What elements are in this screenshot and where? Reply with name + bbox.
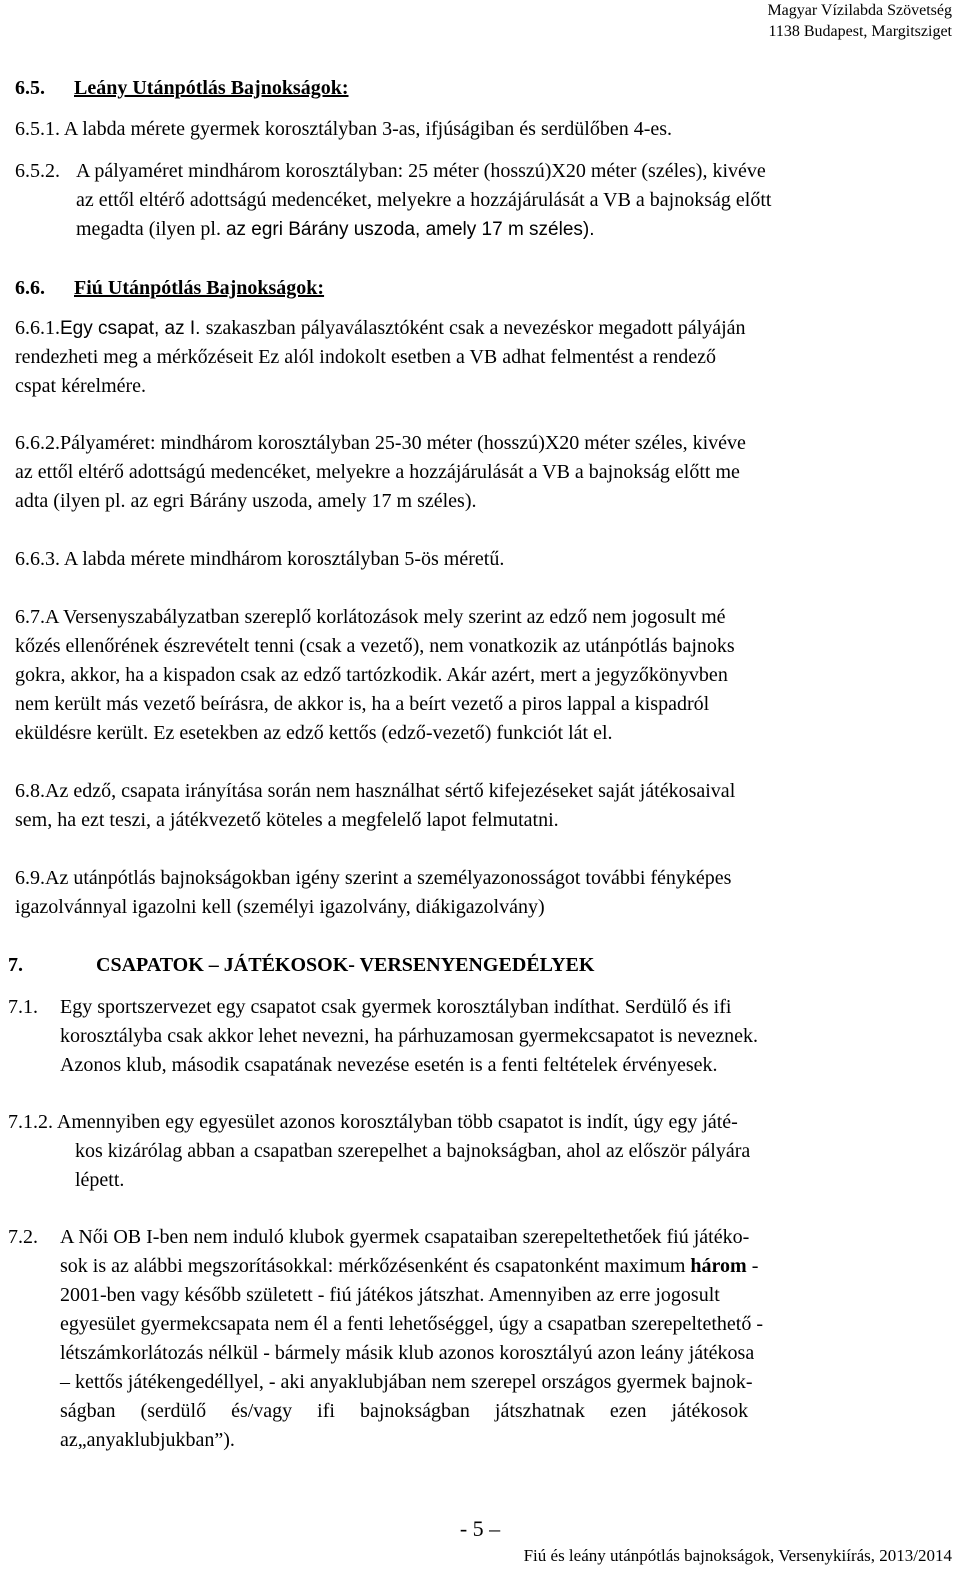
page-header bbox=[767, 0, 952, 42]
header-address: 1138 Budapest, Margitsziget bbox=[768, 23, 952, 40]
para-7-1-2-line1 bbox=[8, 1108, 738, 1137]
para-7-1-2-line3: lépett. bbox=[75, 1169, 125, 1191]
para-6-6-2-line1 bbox=[15, 429, 746, 458]
para-text: Pályaméret: mindhárom korosztályban 25-30 méter (hosszú)X20 méter széles, kivéve bbox=[60, 432, 746, 454]
para-text-sans: Egy csapat, az I. bbox=[60, 318, 206, 339]
para-6-7-line5: eküldésre került. Ez esetekben az edző kettős (edző-vezető) funkciót lát el. bbox=[15, 722, 613, 744]
para-6-6-2-line3: adta (ilyen pl. az egri Bárány uszoda, amely 17 m széles). bbox=[15, 490, 477, 512]
para-text: Amennyiben egy egyesület azonos korosztályban több csapatot is indít, úgy egy játé- bbox=[56, 1111, 738, 1133]
para-6-9-line2: igazolvánnyal igazolni kell (személyi igazolvány, diákigazolvány) bbox=[15, 896, 545, 918]
chapter-7-title: CSAPATOK – JÁTÉKOSOK- VERSENYENGEDÉLYEK bbox=[96, 954, 595, 976]
para-6-7-line2: kőzés ellenőrének észrevételt tenni (csak a vezető), nem vonatkozik az utánpótlás bajnoks bbox=[15, 635, 735, 657]
para-number: 7.1.2. bbox=[8, 1111, 53, 1133]
para-6-6-1-line2: rendezheti meg a mérkőzéseit Ez alól indokolt esetben a VB adhat felmentést a rendező bbox=[15, 346, 717, 368]
section-6-6-heading bbox=[15, 274, 324, 303]
para-7-1-line1: Egy sportszervezet egy csapatot csak gyermek korosztályban indíthat. Serdülő és ifi bbox=[60, 996, 732, 1018]
para-number: 6.7. bbox=[15, 606, 45, 628]
para-7-1-line2: korosztályba csak akkor lehet nevezni, ha párhuzamosan gyermekcsapatot is neveznek. bbox=[60, 1025, 759, 1047]
page-number: - 5 – bbox=[459, 1516, 501, 1541]
para-text: Az utánpótlás bajnokságokban igény szerint a személyazonosságot további fényképes bbox=[45, 867, 732, 889]
para-text: Az edző, csapata irányítása során nem használhat sértő kifejezéseket saját játékosaival bbox=[45, 780, 736, 802]
para-7-2-line3: 2001-ben vagy később született - fiú játékos játszhat. Amennyiben az erre jogosult bbox=[60, 1284, 720, 1306]
para-6-5-2-line3 bbox=[76, 215, 595, 245]
para-6-7-line3: gokra, akkor, ha a kispadon csak az edző tartózkodik. Akár azért, mert a jegyzőkönyvben bbox=[15, 664, 728, 686]
para-number: 6.9. bbox=[15, 867, 45, 889]
para-text-bold: három bbox=[690, 1255, 747, 1277]
para-6-8-line1 bbox=[15, 777, 735, 806]
para-number: 6.6.1. bbox=[15, 317, 60, 339]
para-text-sans: az egri Bárány uszoda, amely 17 m széles). bbox=[225, 219, 595, 240]
para-6-6-2-line2: az ettől eltérő adottságú medencéket, melyekre a hozzájárulását a VB a bajnokság előtt me bbox=[15, 461, 740, 483]
para-text: - bbox=[746, 1255, 759, 1277]
para-7-2-line5: létszámkorlátozás nélkül - bármely másik klub azonos korosztályú azon leány játékosa bbox=[60, 1342, 755, 1364]
header-org: Magyar Vízilabda Szövetség bbox=[767, 2, 952, 19]
para-7-2-line4: egyesület gyermekcsapata nem él a fenti lehetőséggel, úgy a csapatban szerepeltethető - bbox=[60, 1313, 764, 1335]
para-6-6-1-line3: cspat kérelmére. bbox=[15, 375, 147, 397]
para-7-2-line8: az„anyaklubjukban”). bbox=[60, 1429, 235, 1451]
para-6-6-1-line1 bbox=[15, 314, 746, 344]
para-7-2-line6: – kettős játékengedéllyel, - aki anyaklubjában nem szerepel országos gyermek bajnok- bbox=[60, 1371, 753, 1393]
para-6-5-2-line1: A pályaméret mindhárom korosztályban: 25 méter (hosszú)X20 méter (széles), kivéve bbox=[76, 160, 766, 182]
para-6-6-3: 6.6.3. A labda mérete mindhárom korosztályban 5-ös méretű. bbox=[15, 548, 505, 570]
para-6-9-line1 bbox=[15, 864, 731, 893]
para-6-5-1: 6.5.1. A labda mérete gyermek korosztályban 3-as, ifjúságiban és serdülőben 4-es. bbox=[15, 118, 673, 140]
para-6-7-line1 bbox=[15, 603, 726, 632]
section-number: 6.5. bbox=[15, 77, 45, 99]
para-text: megadta (ilyen pl. bbox=[76, 218, 226, 240]
para-number: 6.6.2. bbox=[15, 432, 60, 454]
section-number: 6.6. bbox=[15, 277, 45, 299]
para-6-5-2-line2: az ettől eltérő adottságú medencéket, melyekre a hozzájárulását a VB a bajnokság előtt bbox=[76, 189, 772, 211]
para-text: szakaszban pályaválasztóként csak a nevezéskor megadott pályáján bbox=[205, 317, 746, 339]
para-6-8-line2: sem, ha ezt teszi, a játékvezető köteles a megfelelő lapot felmutatni. bbox=[15, 809, 559, 831]
para-6-5-2-number: 6.5.2. bbox=[15, 160, 60, 182]
section-6-5-heading bbox=[15, 74, 349, 103]
para-text: A Versenyszabályzatban szereplő korlátozások mely szerint az edző nem jogosult mé bbox=[45, 606, 726, 628]
para-7-1-line3: Azonos klub, második csapatának nevezése esetén is a fenti feltételek érvényesek. bbox=[60, 1054, 718, 1076]
para-7-2-line2 bbox=[60, 1252, 758, 1281]
para-text: sok is az alábbi megszorításokkal: mérkőzésenként és csapatonként maximum bbox=[60, 1255, 691, 1277]
footer-title: Fiú és leány utánpótlás bajnokságok, Versenykiírás, 2013/2014 bbox=[523, 1546, 952, 1565]
para-7-2-line1: A Női OB I-ben nem induló klubok gyermek csapataiban szerepeltethetőek fiú játéko- bbox=[60, 1226, 750, 1248]
section-title: Fiú Utánpótlás Bajnokságok: bbox=[74, 277, 325, 299]
section-title: Leány Utánpótlás Bajnokságok: bbox=[74, 77, 349, 99]
para-7-1-2-line2: kos kizárólag abban a csapatban szerepelhet a bajnokságban, ahol az először pályára bbox=[75, 1140, 751, 1162]
para-number: 6.8. bbox=[15, 780, 45, 802]
para-7-1-number: 7.1. bbox=[8, 996, 38, 1018]
para-6-7-line4: nem került más vezető beírásra, de akkor is, ha a beírt vezető a piros lappal a kispadról bbox=[15, 693, 710, 715]
chapter-7-number: 7. bbox=[8, 954, 23, 976]
para-7-2-line7: ságban (serdülő és/vagy ifi bajnokságban játszhatnak ezen játékosok bbox=[60, 1400, 749, 1422]
para-7-2-number: 7.2. bbox=[8, 1226, 38, 1248]
